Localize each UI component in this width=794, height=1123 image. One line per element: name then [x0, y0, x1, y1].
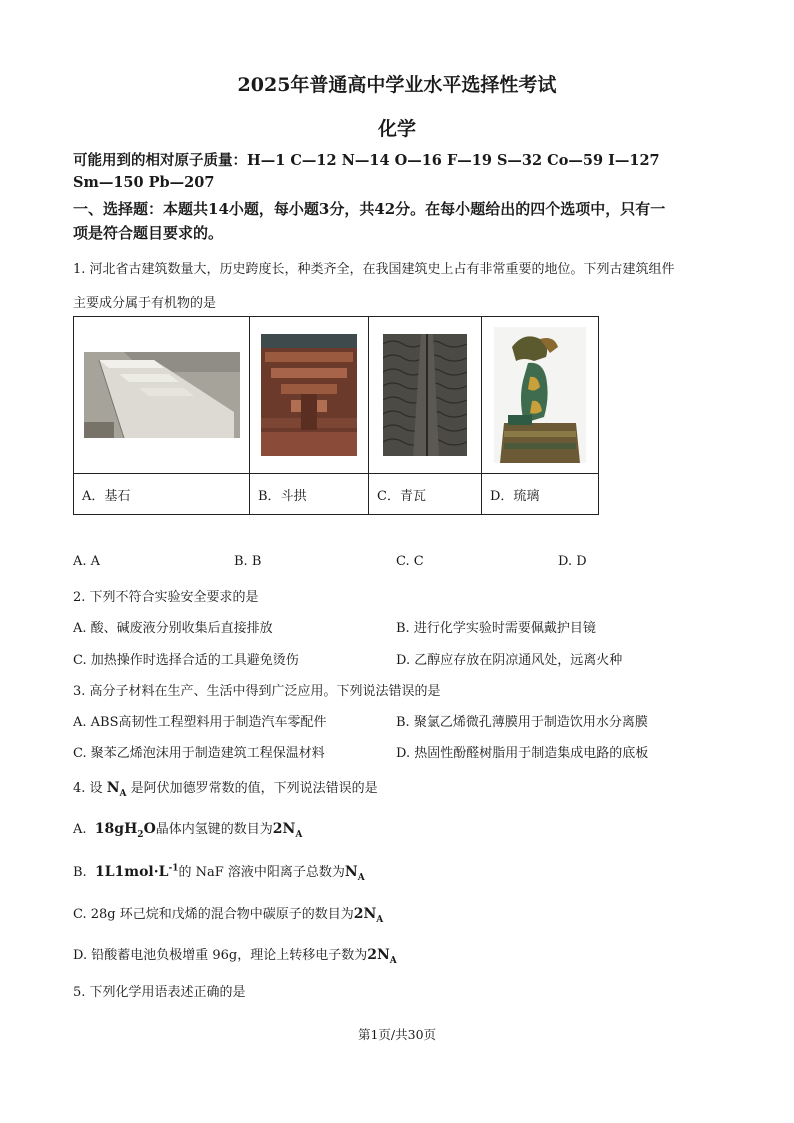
section-heading-line-2: 项是符合题目要求的。: [73, 224, 224, 242]
atomic-mass-line-1: 可能用到的相对原子质量：H—1 C—12 N—14 O—16 F—19 S—32 Co—59 I—127: [73, 152, 660, 169]
q2-stem: 2. 下列不符合实验安全要求的是: [73, 590, 259, 605]
q3-option-b: B. 聚氯乙烯微孔薄膜用于制造饮用水分离膜: [396, 715, 648, 730]
q2-option-b: B. 进行化学实验时需要佩戴护目镜: [396, 621, 596, 636]
label-cell-b: B．斗拱: [250, 474, 369, 515]
q4-d-value: $2N_A$: [367, 947, 397, 966]
q4-option-d: D. 铅酸蓄电池负极增重 96g，理论上转移电子数为$2N_A$: [73, 947, 397, 966]
q3-option-a: A. ABS高韧性工程塑料用于制造汽车零配件: [73, 715, 327, 730]
q3-stem: 3. 高分子材料在生产、生活中得到广泛应用。下列说法错误的是: [73, 684, 441, 699]
photo-cell-b: [250, 317, 369, 474]
q4-c-value: $2N_A$: [353, 906, 384, 925]
q2-option-d: D. 乙醇应存放在阴凉通风处，远离火种: [396, 653, 623, 668]
photo-cell-c: [369, 317, 482, 474]
q4-stem: [73, 777, 378, 799]
section-heading-line-1: 一、选择题：本题共14小题，每小题3分，共42分。在每小题给出的四个选项中，只有一: [73, 200, 666, 218]
q4-option-b: B. $1L1mol\cdot L^{-1}$的 NaF 溶液中阳离子总数为$N_A$: [73, 863, 365, 883]
q4-option-c: C. 28g 环己烷和戊烯的混合物中碳原子的数目为$2N_A$: [73, 906, 384, 925]
q1-stem-line-2: 主要成分属于有机物的是: [73, 296, 217, 311]
q2-option-a: A. 酸、碱废液分别收集后直接排放: [73, 621, 273, 636]
q1-photo-table: [73, 316, 599, 515]
label-cell-d: D．琉璃: [482, 474, 599, 515]
label-cell-c: C．青瓦: [369, 474, 482, 515]
q4-option-a: A. $18gH_2O$晶体内氢键的数目为$2N_A$: [73, 821, 303, 840]
q3-option-c: C. 聚苯乙烯泡沫用于制造建筑工程保温材料: [73, 746, 325, 761]
q1-option-d: D. D: [558, 554, 587, 569]
page-footer: 第1页/共30页: [357, 1027, 437, 1042]
q1-stem-line-1: 1. 河北省古建筑数量大，历史跨度长，种类齐全，在我国建筑史上占有非常重要的地位。下列古建筑组件: [73, 262, 675, 277]
q5-stem: 5. 下列化学用语表述正确的是: [73, 985, 246, 1000]
q4-stem-pre: 4. 设: [73, 781, 103, 796]
label-cell-a: A．基石: [74, 474, 250, 515]
atomic-mass-line-2: Sm—150 Pb—207: [73, 174, 215, 191]
q1-option-b: B. B: [234, 554, 262, 569]
subject-title: 化学: [377, 118, 416, 140]
q4-a-value: $2N_A$: [272, 821, 303, 840]
q4-a-formula: $18gH_2O$: [94, 821, 156, 840]
q1-option-c: C. C: [396, 554, 424, 569]
grey-tile-image: [383, 334, 467, 456]
q2-option-c: C. 加热操作时选择合适的工具避免烫伤: [73, 653, 299, 668]
photo-cell-d: [482, 317, 599, 474]
photo-cell-a: [74, 317, 250, 474]
foundation-stone-image: [84, 352, 240, 438]
exam-title: 2025年普通高中学业水平选择性考试: [237, 74, 557, 96]
q4-stem-post: 是阿伏加德罗常数的值，下列说法错误的是: [130, 781, 378, 796]
bracket-set-image: [261, 334, 357, 456]
q4-b-formula: $1L1mol\cdot L^{-1}$: [94, 863, 179, 880]
q1-option-a: A. A: [73, 554, 101, 569]
q3-option-d: D. 热固性酚醛树脂用于制造集成电路的底板: [396, 746, 649, 761]
avogadro-symbol: $N_A$: [106, 780, 127, 799]
glazed-ornament-image: [494, 327, 586, 463]
q4-b-value: $N_A$: [344, 864, 365, 883]
